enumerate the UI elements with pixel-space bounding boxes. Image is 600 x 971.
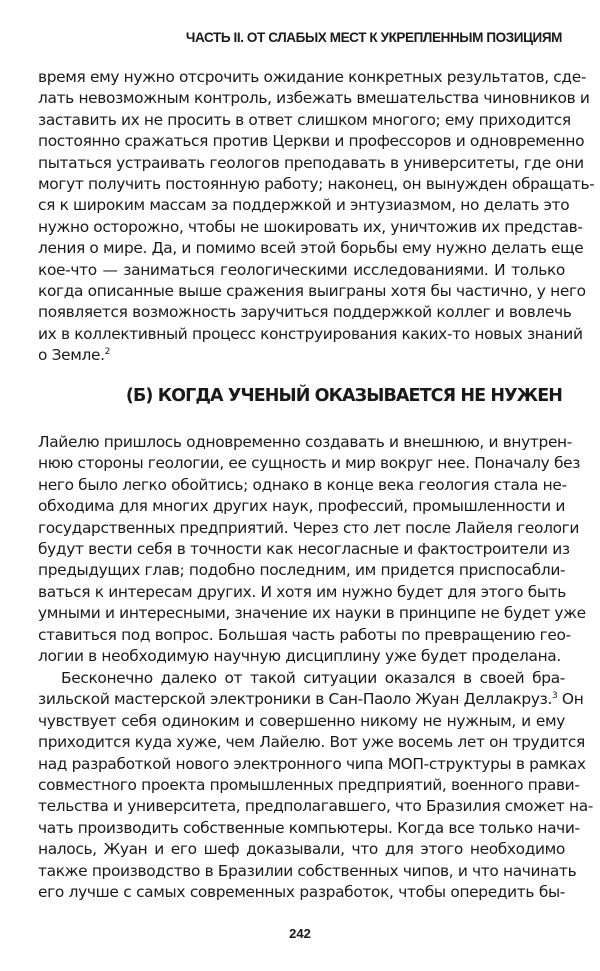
text-line: чувствует себя одиноким и совершенно никому не нужным, и ему bbox=[38, 711, 565, 730]
text-line bbox=[38, 345, 565, 366]
text-line: него было легко обойтись; однако в конце века геология стала не- bbox=[38, 475, 567, 494]
paragraph-2 bbox=[38, 432, 586, 667]
text-line bbox=[38, 689, 584, 710]
text-line: могут получить постоянную работу; наконец, он вынужден обращать- bbox=[38, 174, 595, 193]
text-line: будут вести себя в точности как несогласные и фактостроители из bbox=[38, 539, 570, 558]
section-heading: (Б) КОГДА УЧЕНЫЙ ОКАЗЫВАЕТСЯ НЕ НУЖЕН bbox=[125, 386, 562, 406]
page-number: 242 bbox=[289, 926, 311, 941]
text-line-content: о Земле. bbox=[38, 346, 105, 365]
text-line: время ему нужно отсрочить ожидание конкретных результатов, сде- bbox=[38, 68, 587, 86]
footnote-marker[interactable]: 2 bbox=[104, 347, 111, 358]
text-line: Лайелю пришлось одновременно создавать и внешнюю, и внутрен- bbox=[38, 433, 572, 451]
paragraph-3 bbox=[38, 668, 594, 903]
text-line-content: Он bbox=[557, 690, 584, 709]
text-line: приходится куда хуже, чем Лайелю. Вот уже восемь лет он трудится bbox=[38, 733, 585, 752]
text-line: ставиться под вопрос. Большая часть работы по превращению гео- bbox=[38, 625, 571, 644]
text-line: ваться к интересам других. И хотя им нужно будет для этого быть bbox=[38, 582, 566, 601]
text-line: умными и интересными, значение их науки в принципе не будет уже bbox=[38, 604, 586, 623]
text-line: чать производить собственные компьютеры. Когда все только начи- bbox=[38, 818, 580, 837]
text-line: когда описанные выше сражения выиграны хотя бы частично, у него bbox=[38, 281, 586, 300]
text-line: налось, Жуан и его шеф доказывали, что для этого необходимо bbox=[38, 840, 565, 859]
text-line: нюю стороны геологии, ее сущность и мир вокруг нее. Поначалу без bbox=[38, 454, 581, 473]
text-line: совместного проекта промышленных предприятий, военного прави- bbox=[38, 775, 580, 794]
text-line: также производство в Бразилии собственных чипов, и что начинать bbox=[38, 861, 577, 880]
text-line: Бесконечно далеко от такой ситуации оказался в своей бра- bbox=[61, 669, 565, 687]
text-line: обходима для многих других наук, профессий, промышленности и bbox=[38, 497, 565, 516]
text-line: их в коллективный процесс конструирования каких-то новых знаний bbox=[38, 324, 583, 343]
paragraph-1 bbox=[38, 67, 595, 366]
text-line: над разработкой нового электронного чипа МОП-структуры в рамках bbox=[38, 754, 586, 773]
footnote-marker[interactable]: 3 bbox=[552, 691, 558, 702]
text-line: появляется возможность заручиться поддержкой коллег и вовлечь bbox=[38, 303, 572, 322]
text-line: постоянно сражаться против Церкви и профессоров и одновременно bbox=[38, 132, 585, 151]
text-line: кое-что — заниматься геологическими исследованиями. И только bbox=[38, 260, 565, 279]
text-line: ления о мире. Да, и помимо всей этой борьбы ему нужно делать еще bbox=[38, 239, 584, 258]
running-head: ЧАСТЬ II. ОТ СЛАБЫХ МЕСТ К УКРЕПЛЕННЫМ ПОЗИЦИЯМ bbox=[185, 30, 562, 45]
text-line: нужно осторожно, чтобы не шокировать их, уничтожив их представ- bbox=[38, 217, 583, 236]
text-line: его лучше с самых современных разработок, чтобы опередить бы- bbox=[38, 882, 565, 901]
text-line: логии в необходимую научную дисциплину уже будет проделана. bbox=[38, 646, 561, 665]
text-line: тельства и университета, предполагавшего, что Бразилия сможет на- bbox=[38, 797, 594, 816]
text-line: пытаться устраивать геологов преподавать в университеты, где они bbox=[38, 153, 584, 172]
text-line: государственных предприятий. Через сто лет после Лайеля геологи bbox=[38, 518, 580, 537]
text-line-content: зильской мастерской электроники в Сан-Паоло Жуан Деллакруз. bbox=[38, 690, 552, 709]
text-line: лать невозможным контроль, избежать вмешательства чиновников и bbox=[38, 89, 590, 108]
text-line: ся к широким массам за поддержкой и энтузиазмом, но делать это bbox=[38, 196, 570, 215]
text-line: заставить их не просить в ответ слишком многого; ему приходится bbox=[38, 110, 571, 129]
text-line: предыдущих глав; подобно последним, им придется приспосабли- bbox=[38, 561, 566, 580]
